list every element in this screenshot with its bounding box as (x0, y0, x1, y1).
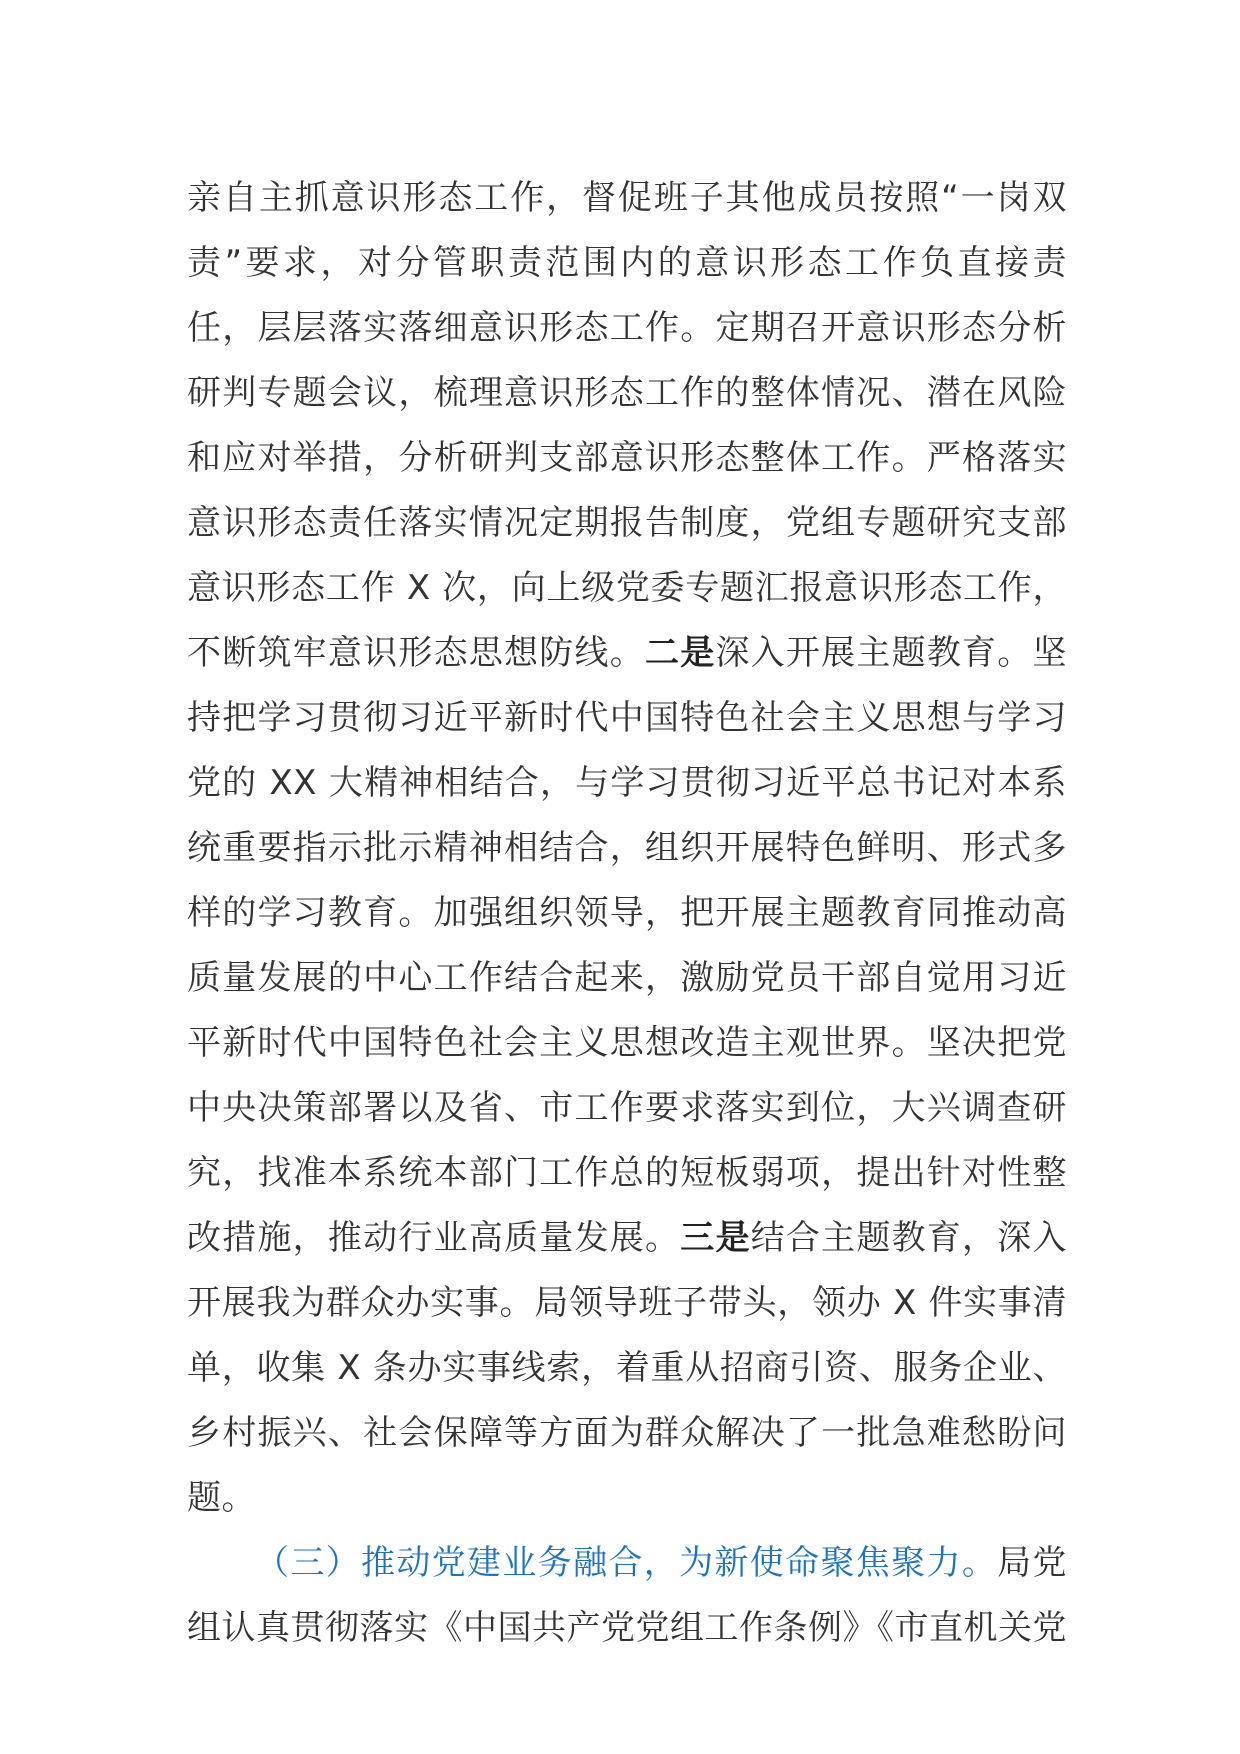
paragraph-ideology-work (187, 166, 1067, 1531)
paragraph-party-building (187, 1531, 1067, 1661)
point-marker-two: 二是 (644, 633, 716, 673)
paragraph-text: 结合主题教育，深入开展我为群众办实事。局领导班子带头，领办 X 件实事清单，收集 X 条办实事线索，着重从招商引资、服务企业、乡村振兴、社会保障等方面为群众解决了一批急难愁盼问题。 (187, 1218, 1068, 1518)
paragraph-text: 亲自主抓意识形态工作，督促班子其他成员按照“一岗双责”要求，对分管职责范围内的意识形态工作负直接责任，层层落实落细意识形态工作。定期召开意识形态分析研判专题会议，梳理意识形态工作的整体情况、潜在风险和应对举措，分析研判支部意识形态整体工作。严格落实意识形态责任落实情况定期报告制度，党组专题研究支部意识形态工作 X 次，向上级党委专题汇报意识形态工作，不断筑牢意识形态思想防线。 (187, 178, 1067, 673)
paragraph-text: 局党组认真贯彻落实《中国共产党党组工作条例》《市直机关党 (187, 1543, 1068, 1648)
section-heading: （三）推动党建业务融合，为新使命聚焦聚力。 (255, 1543, 998, 1583)
point-marker-three: 三是 (680, 1218, 751, 1258)
document-page (187, 166, 1067, 1661)
paragraph-text: 深入开展主题教育。坚持把学习贯彻习近平新时代中国特色社会主义思想与学习党的 XX 大精神相结合，与学习贯彻习近平总书记对本系统重要指示批示精神相结合，组织开展特色鲜明、形式多样的学习教育。加强组织领导，把开展主题教育同推动高质量发展的中心工作结合起来，激励党员干部自觉用习近平新时代中国特色社会主义思想改造主观世界。坚决把党中央决策部署以及省、市工作要求落实到位，大兴调查研究，找准本系统本部门工作总的短板弱项，提出针对性整改措施，推动行业高质量发展。 (187, 633, 1068, 1258)
